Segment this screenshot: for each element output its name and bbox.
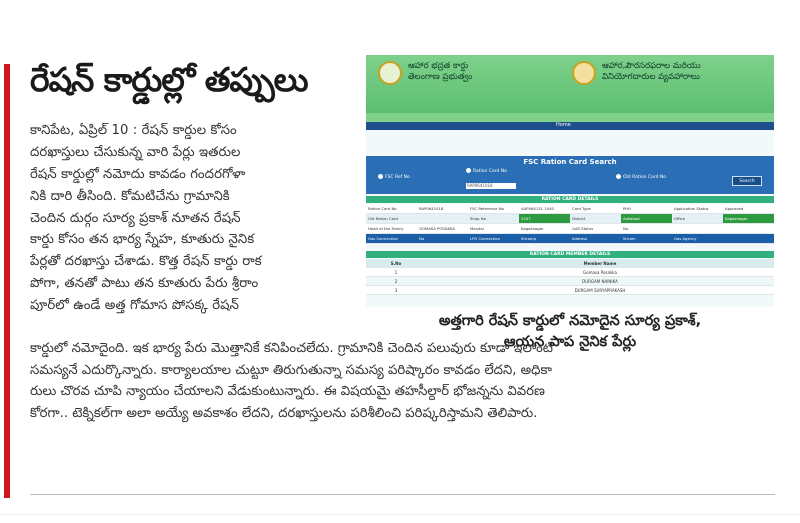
article-line: చెందిన దుర్గం సూర్య ప్రకాశ్ నూతన రేషన్ [30,210,241,226]
member-row: 1 Gomasa Posakka [366,268,774,277]
article-line: దరఖాస్తులు చేసుకున్న వారి పేర్లు ఇతరుల [30,144,241,160]
member-row: 2 DURGAM NAINIKA [366,277,774,286]
details-row: Head of the Family GOMASA POSAKKA Mandal Kagaznagar GAS Status No [366,224,774,234]
banner-left-text: ఆహార భద్రత కార్డు తెలంగాణ ప్రభుత్వం [408,61,473,82]
members-title: RATION CARD MEMBER DETAILS [366,251,774,258]
details-row: Old Ration Card Shop No 2207 District Adilabad Office Kagaznagar [366,214,774,224]
article-line: రులు చొరవ చూపి న్యాయం చేయాలని వేడుకుంటున్నారు. ఈ విషయమై తహసీల్దార్ భోజన్నను వివరణ [30,384,545,400]
article-line: పూర్‌లో ఉండే అత్త గోమాస పోసక్క రేషన్ [30,298,239,314]
section-accent-bar [4,64,10,498]
article-line: రేషన్ కార్డుల్లో నమోదు కావడం గందరగోళా [30,166,246,182]
photo-caption: అత్తగారి రేషన్ కార్డులో నమోదైన సూర్య ప్రకాశ్, ఆయన పాప నైనిక పేర్లు [438,313,702,350]
members-header: S.No Member Name [366,259,774,268]
option-ration-card: Ration Card No [466,168,507,174]
article-line: పోగా, తనతో పాటు తన కూతురు పేరు శ్రీరాం [30,276,259,292]
members-table [366,259,774,295]
member-row: 3 DURGAM SURYAPRAKASH [366,286,774,295]
search-button: Search [732,176,762,186]
bottom-divider [30,494,775,495]
article-line: కోరగా.. టెక్నికల్‌గా అలా అయ్యే అవకాశం లేదని, దరఖాస్తులను పరిశీలించి పరిష్కరిస్తామని తెలిపారు. [30,405,538,421]
details-row: Ration Card No RAP0641018 FSC Reference No AAP064131 1040 Card Type PHH Application Status Approved [366,204,774,214]
article-line: కార్డులో నమోదైంది. ఇక భార్య పేరు మొత్తానికే కనిపించలేదు. గ్రామానికి చెందిన పలువురు కూడా ఇలాంటి [30,341,553,356]
article-line: కార్డు కోసం తన భార్య స్నేహ, కూతురు నైనిక [30,232,255,248]
article-continuation [30,338,775,424]
article-line: నికి దారి తీసింది. కోమటిచేను గ్రామానికి [30,188,230,204]
article-column [30,120,360,317]
option-fsc-ref: FSC Ref No [378,174,410,180]
banner-right-text: ఆహార,పౌరసరఫరాల మరియు వినియోగదారుల వ్యవహారాలు [602,61,701,82]
details-row: Gas Connection No LPG Connection Sriramp Address Sriram Gas Agency [366,234,774,244]
headline: రేషన్ కార్డుల్లో తప్పులు [30,60,308,99]
department-logo-icon [572,61,596,85]
page-edge [0,514,800,515]
article-line: కానిపేట, ఏప్రిల్ 10 : రేషన్ కార్డుల కోసం [30,123,237,138]
option-old-card: Old Ration Card No [616,174,666,180]
ration-card-input: RAP0641018 [466,183,516,189]
article-line: పేర్లతో దరఖాస్తు చేశాడు. కొత్త రేషన్ కార్డు రాక [30,254,262,270]
fsc-search-panel [366,156,774,194]
panel-title: FSC Ration Card Search [523,158,617,166]
details-grid [366,204,774,244]
article-line: సమస్యనే ఎదుర్కొన్నారు. కార్యాలయాల చుట్టూ తిరుగుతున్నా సమస్య పరిష్కారం కావడం లేదని, అధికా [30,362,552,378]
telangana-seal-icon [378,61,402,85]
details-title: RATION CARD DETAILS [366,196,774,203]
ration-card-screenshot [366,55,774,307]
portal-nav-bar: Home [366,122,774,130]
portal-banner [366,55,774,113]
